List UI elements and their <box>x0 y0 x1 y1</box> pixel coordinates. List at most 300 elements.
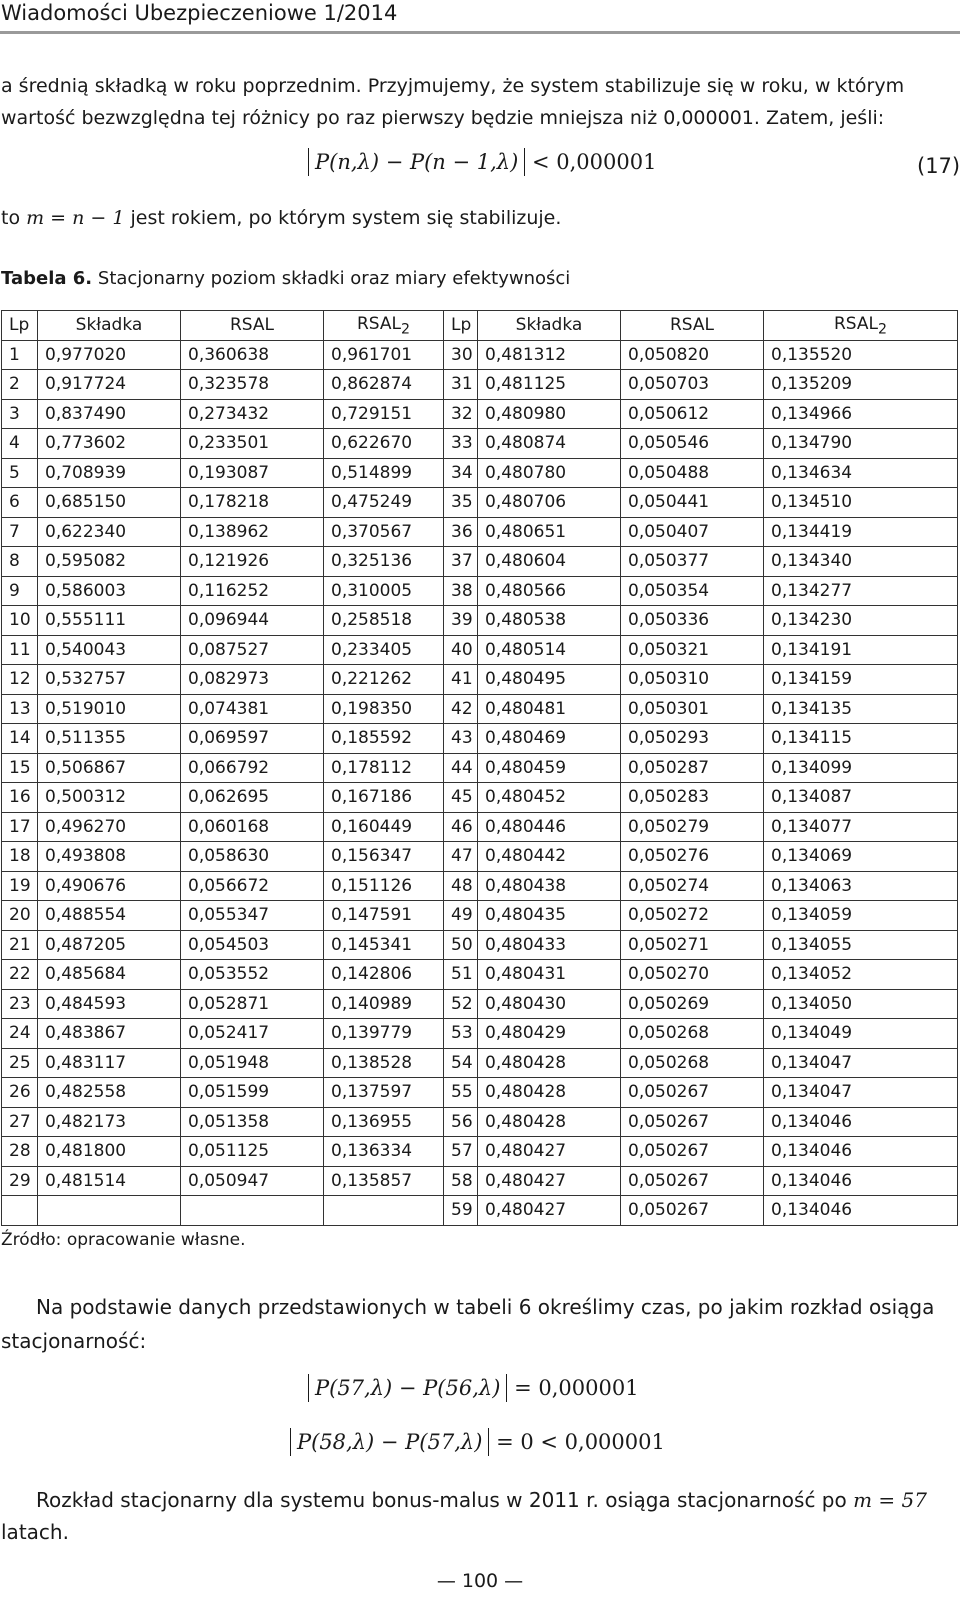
table-cell: 0,050310 <box>621 665 764 695</box>
table-cell: 0,051948 <box>181 1048 324 1078</box>
table-cell: 0,134087 <box>764 783 958 813</box>
table-cell: 0,050267 <box>621 1107 764 1137</box>
table-cell: 0,050301 <box>621 694 764 724</box>
table-cell: 0,480427 <box>478 1137 621 1167</box>
table-cell: 0,193087 <box>181 458 324 488</box>
table-cell: 0,050283 <box>621 783 764 813</box>
table-cell: 0,050407 <box>621 517 764 547</box>
formula-tail: < 0,000001 <box>532 150 657 174</box>
table-cell: 18 <box>2 842 38 872</box>
table-cell: 0,134634 <box>764 458 958 488</box>
table-cell: 0,480604 <box>478 547 621 577</box>
table-cell: 0,134069 <box>764 842 958 872</box>
header-skladka: Składka <box>38 311 181 341</box>
table-cell: 0,050287 <box>621 753 764 783</box>
table-cell: 0,134115 <box>764 724 958 754</box>
table-cell: 47 <box>444 842 478 872</box>
table-cell: 0,595082 <box>38 547 181 577</box>
table-cell: 0,055347 <box>181 901 324 931</box>
table-cell <box>2 1196 38 1226</box>
table-row <box>2 724 958 754</box>
table-cell: 0,729151 <box>324 399 444 429</box>
table-cell: 0,151126 <box>324 871 444 901</box>
table-cell: 32 <box>444 399 478 429</box>
table-cell: 0,480442 <box>478 842 621 872</box>
table-cell: 0,050703 <box>621 370 764 400</box>
table-cell: 0,482558 <box>38 1078 181 1108</box>
table-row <box>2 370 958 400</box>
page-number: — 100 — <box>436 1570 524 1592</box>
table-cell: 0,050274 <box>621 871 764 901</box>
conclusion-pre: to <box>1 207 21 229</box>
table-cell: 0,136955 <box>324 1107 444 1137</box>
eq1-tail: = 0,000001 <box>514 1376 639 1400</box>
table-cell: 0,480780 <box>478 458 621 488</box>
table-cell: 0,480427 <box>478 1166 621 1196</box>
table-cell: 23 <box>2 989 38 1019</box>
table-cell: 24 <box>2 1019 38 1049</box>
table-cell: 0,156347 <box>324 842 444 872</box>
table-row <box>2 1019 958 1049</box>
table-cell: 0,273432 <box>181 399 324 429</box>
table-cell: 0,136334 <box>324 1137 444 1167</box>
table-row <box>2 694 958 724</box>
table-cell: 0,050546 <box>621 429 764 459</box>
table-cell: 0,496270 <box>38 812 181 842</box>
table-cell: 0,096944 <box>181 606 324 636</box>
table-cell: 0,134135 <box>764 694 958 724</box>
table-cell: 0,050441 <box>621 488 764 518</box>
final-pre: Rozkład stacjonarny dla systemu bonus-malus w 2011 r. osiąga stacjonarność po <box>36 1488 847 1512</box>
table-cell: 7 <box>2 517 38 547</box>
table-cell: 37 <box>444 547 478 577</box>
table-cell: 0,050267 <box>621 1137 764 1167</box>
table-cell: 0,233405 <box>324 635 444 665</box>
equation-number: (17) <box>917 154 960 178</box>
table-cell: 0,685150 <box>38 488 181 518</box>
table-cell: 11 <box>2 635 38 665</box>
table-cell: 0,134277 <box>764 576 958 606</box>
table-cell: 0,050271 <box>621 930 764 960</box>
table-cell: 0,050612 <box>621 399 764 429</box>
table-cell: 30 <box>444 340 478 370</box>
table-cell: 0,480427 <box>478 1196 621 1226</box>
table-cell: 0,050267 <box>621 1078 764 1108</box>
table-cell: 0,773602 <box>38 429 181 459</box>
table-cell: 0,050268 <box>621 1048 764 1078</box>
table-cell: 0,837490 <box>38 399 181 429</box>
table-cell: 0,134790 <box>764 429 958 459</box>
data-table <box>1 310 958 1226</box>
header-skladka-2: Składka <box>478 311 621 341</box>
table-cell <box>38 1196 181 1226</box>
conclusion-post: jest rokiem, po którym system się stabilizuje. <box>130 207 562 229</box>
table-cell: 4 <box>2 429 38 459</box>
table-cell: 0,198350 <box>324 694 444 724</box>
header-rsal2-2 <box>764 311 958 341</box>
table-cell: 0,050947 <box>181 1166 324 1196</box>
table-row <box>2 753 958 783</box>
table-cell: 0,481312 <box>478 340 621 370</box>
table-row <box>2 665 958 695</box>
table-cell: 0,134063 <box>764 871 958 901</box>
table-row <box>2 340 958 370</box>
table-cell: 0,233501 <box>181 429 324 459</box>
table-cell: 0,325136 <box>324 547 444 577</box>
table-row <box>2 1166 958 1196</box>
table-cell: 0,050488 <box>621 458 764 488</box>
table-cell: 0,360638 <box>181 340 324 370</box>
header-rsal2-2-text: RSAL <box>833 313 878 334</box>
table-cell: 0,167186 <box>324 783 444 813</box>
table-cell <box>324 1196 444 1226</box>
table-cell: 0,482173 <box>38 1107 181 1137</box>
table-cell: 0,480495 <box>478 665 621 695</box>
table-cell: 0,480428 <box>478 1107 621 1137</box>
table-cell: 0,050270 <box>621 960 764 990</box>
table-cell: 0,050279 <box>621 812 764 842</box>
table-cell: 0,134230 <box>764 606 958 636</box>
table-cell: 0,138528 <box>324 1048 444 1078</box>
table-cell: 0,475249 <box>324 488 444 518</box>
header-rsal2-2-sub: 2 <box>878 320 888 337</box>
table-cell: 0,480428 <box>478 1048 621 1078</box>
table-cell: 53 <box>444 1019 478 1049</box>
table-cell: 0,480706 <box>478 488 621 518</box>
table-cell: 0,050820 <box>621 340 764 370</box>
table-cell: 0,050268 <box>621 1019 764 1049</box>
table-cell: 0,493808 <box>38 842 181 872</box>
eq1-body: P(57,λ) − P(56,λ) <box>315 1376 501 1400</box>
table-row <box>2 901 958 931</box>
table-cell: 31 <box>444 370 478 400</box>
table-cell: 42 <box>444 694 478 724</box>
table-cell: 13 <box>2 694 38 724</box>
table-cell: 0,060168 <box>181 812 324 842</box>
table-row <box>2 606 958 636</box>
table-cell: 0,480514 <box>478 635 621 665</box>
table-cell: 0,555111 <box>38 606 181 636</box>
table-cell: 0,139779 <box>324 1019 444 1049</box>
final-conclusion <box>1 1484 956 1548</box>
journal-title: Wiadomości Ubezpieczeniowe 1/2014 <box>1 1 398 25</box>
table-cell: 0,121926 <box>181 547 324 577</box>
table-source: Źródło: opracowanie własne. <box>1 1230 246 1250</box>
inequality-formula <box>308 150 656 174</box>
table-cell: 0,483867 <box>38 1019 181 1049</box>
table-caption <box>1 268 570 289</box>
table-cell: 57 <box>444 1137 478 1167</box>
table-cell <box>181 1196 324 1226</box>
table-cell: 26 <box>2 1078 38 1108</box>
header-rsal-2: RSAL <box>621 311 764 341</box>
table-cell: 0,134050 <box>764 989 958 1019</box>
table-row <box>2 783 958 813</box>
table-cell: 0,586003 <box>38 576 181 606</box>
table-cell: 49 <box>444 901 478 931</box>
table-cell: 0,051125 <box>181 1137 324 1167</box>
conclusion-var: m = n − 1 <box>26 207 125 229</box>
table-cell: 58 <box>444 1166 478 1196</box>
abs-expression <box>308 148 525 176</box>
table-cell: 0,134077 <box>764 812 958 842</box>
table-cell: 0,480651 <box>478 517 621 547</box>
table-cell: 38 <box>444 576 478 606</box>
table-cell: 0,178218 <box>181 488 324 518</box>
table-row <box>2 1196 958 1226</box>
table-cell: 41 <box>444 665 478 695</box>
table-cell: 33 <box>444 429 478 459</box>
table-cell: 0,622340 <box>38 517 181 547</box>
table-cell: 46 <box>444 812 478 842</box>
table-cell: 14 <box>2 724 38 754</box>
table-cell: 52 <box>444 989 478 1019</box>
table-cell: 9 <box>2 576 38 606</box>
table-cell: 0,540043 <box>38 635 181 665</box>
table-cell: 0,050354 <box>621 576 764 606</box>
table-cell: 0,480438 <box>478 871 621 901</box>
table-cell: 0,138962 <box>181 517 324 547</box>
table-cell: 39 <box>444 606 478 636</box>
table-cell: 0,052871 <box>181 989 324 1019</box>
table-cell: 0,178112 <box>324 753 444 783</box>
header-rsal2 <box>324 311 444 341</box>
table-cell: 0,134159 <box>764 665 958 695</box>
table-cell: 44 <box>444 753 478 783</box>
table-cell: 0,514899 <box>324 458 444 488</box>
table-cell: 29 <box>2 1166 38 1196</box>
table-cell: 0,134966 <box>764 399 958 429</box>
table-cell: 36 <box>444 517 478 547</box>
table-cell: 0,062695 <box>181 783 324 813</box>
eq1-abs <box>308 1374 507 1402</box>
table-cell: 0,480430 <box>478 989 621 1019</box>
table-cell: 0,480446 <box>478 812 621 842</box>
table-cell: 0,134419 <box>764 517 958 547</box>
table-cell: 0,481125 <box>478 370 621 400</box>
table-cell: 0,480428 <box>478 1078 621 1108</box>
table-cell: 0,480459 <box>478 753 621 783</box>
table-cell: 0,185592 <box>324 724 444 754</box>
header-rsal2-text: RSAL <box>356 313 401 334</box>
table-row <box>2 1078 958 1108</box>
table-cell: 0,053552 <box>181 960 324 990</box>
table-cell: 0,056672 <box>181 871 324 901</box>
table-row <box>2 960 958 990</box>
table-cell: 34 <box>444 458 478 488</box>
table-cell: 0,480538 <box>478 606 621 636</box>
header-rsal: RSAL <box>181 311 324 341</box>
table-cell: 0,310005 <box>324 576 444 606</box>
table-cell: 0,487205 <box>38 930 181 960</box>
table-cell: 0,708939 <box>38 458 181 488</box>
table-cell: 43 <box>444 724 478 754</box>
table-cell: 0,258518 <box>324 606 444 636</box>
table-cell: 15 <box>2 753 38 783</box>
table-cell: 0,134046 <box>764 1196 958 1226</box>
table-row <box>2 399 958 429</box>
table-cell: 0,050276 <box>621 842 764 872</box>
table-row <box>2 458 958 488</box>
table-cell: 0,480429 <box>478 1019 621 1049</box>
table-row <box>2 871 958 901</box>
table-cell: 59 <box>444 1196 478 1226</box>
table-row <box>2 1107 958 1137</box>
table-row <box>2 842 958 872</box>
table-cell: 0,480452 <box>478 783 621 813</box>
table-cell: 0,074381 <box>181 694 324 724</box>
table-cell: 21 <box>2 930 38 960</box>
table-cell: 0,480433 <box>478 930 621 960</box>
table-cell: 54 <box>444 1048 478 1078</box>
table-cell: 0,050336 <box>621 606 764 636</box>
table-cell: 0,480431 <box>478 960 621 990</box>
table-cell: 55 <box>444 1078 478 1108</box>
table-cell: 0,082973 <box>181 665 324 695</box>
analysis-paragraph: Na podstawie danych przedstawionych w tabeli 6 określimy czas, po jakim rozkład osiąga stacjonarność: <box>1 1295 935 1353</box>
table-cell: 0,058630 <box>181 842 324 872</box>
table-cell: 0,490676 <box>38 871 181 901</box>
header-lp: Lp <box>2 311 38 341</box>
table-cell: 0,488554 <box>38 901 181 931</box>
table-cell: 0,116252 <box>181 576 324 606</box>
table-row <box>2 547 958 577</box>
table-cell: 0,145341 <box>324 930 444 960</box>
table-cell: 0,160449 <box>324 812 444 842</box>
table-row <box>2 930 958 960</box>
table-cell: 0,087527 <box>181 635 324 665</box>
table-row <box>2 429 958 459</box>
table-cell: 0,622670 <box>324 429 444 459</box>
table-cell: 0,977020 <box>38 340 181 370</box>
table-cell: 48 <box>444 871 478 901</box>
table-cell: 0,481514 <box>38 1166 181 1196</box>
table-cell: 0,134059 <box>764 901 958 931</box>
table-cell: 0,480469 <box>478 724 621 754</box>
table-row <box>2 1137 958 1167</box>
table-cell: 5 <box>2 458 38 488</box>
table-cell: 0,052417 <box>181 1019 324 1049</box>
table-cell: 0,135857 <box>324 1166 444 1196</box>
table-cell: 0,069597 <box>181 724 324 754</box>
table-cell: 0,142806 <box>324 960 444 990</box>
table-cell: 0,134046 <box>764 1166 958 1196</box>
table-cell: 0,862874 <box>324 370 444 400</box>
table-cell: 0,484593 <box>38 989 181 1019</box>
table-cell: 0,506867 <box>38 753 181 783</box>
table-cell: 0,961701 <box>324 340 444 370</box>
table-cell: 0,050293 <box>621 724 764 754</box>
table-cell: 0,135209 <box>764 370 958 400</box>
table-row <box>2 635 958 665</box>
table-cell: 2 <box>2 370 38 400</box>
table-cell: 51 <box>444 960 478 990</box>
table-cell: 0,134047 <box>764 1078 958 1108</box>
table-cell: 0,134510 <box>764 488 958 518</box>
table-cell: 19 <box>2 871 38 901</box>
table-cell: 50 <box>444 930 478 960</box>
table-cell: 0,519010 <box>38 694 181 724</box>
table-cell: 0,050377 <box>621 547 764 577</box>
table-cell: 8 <box>2 547 38 577</box>
table-cell: 0,917724 <box>38 370 181 400</box>
table-cell: 16 <box>2 783 38 813</box>
table-cell: 12 <box>2 665 38 695</box>
table-cell: 0,483117 <box>38 1048 181 1078</box>
table-cell: 35 <box>444 488 478 518</box>
table-cell: 0,134049 <box>764 1019 958 1049</box>
table-cell: 0,134047 <box>764 1048 958 1078</box>
header-rsal2-sub: 2 <box>401 320 411 337</box>
running-header <box>0 0 960 34</box>
table-cell: 0,134340 <box>764 547 958 577</box>
table-cell: 22 <box>2 960 38 990</box>
table-cell: 17 <box>2 812 38 842</box>
table-cell: 0,480980 <box>478 399 621 429</box>
eq2-tail: = 0 < 0,000001 <box>496 1430 665 1454</box>
table-cell: 0,134099 <box>764 753 958 783</box>
table-cell: 0,051599 <box>181 1078 324 1108</box>
table-row <box>2 576 958 606</box>
table-cell: 0,500312 <box>38 783 181 813</box>
table-cell: 0,050321 <box>621 635 764 665</box>
table-cell: 20 <box>2 901 38 931</box>
table-row <box>2 812 958 842</box>
table-cell: 0,137597 <box>324 1078 444 1108</box>
table-cell: 40 <box>444 635 478 665</box>
table-cell: 0,134052 <box>764 960 958 990</box>
table-header-row <box>2 311 958 341</box>
header-lp-2: Lp <box>444 311 478 341</box>
table-cell: 0,481800 <box>38 1137 181 1167</box>
final-post: latach. <box>1 1520 69 1544</box>
table-cell: 1 <box>2 340 38 370</box>
table-cell: 25 <box>2 1048 38 1078</box>
formula-body: P(n,λ) − P(n − 1,λ) <box>315 150 519 174</box>
conclusion-line <box>1 202 561 234</box>
table-cell: 0,066792 <box>181 753 324 783</box>
table-label: Tabela 6. <box>1 268 93 289</box>
table-cell: 0,134046 <box>764 1137 958 1167</box>
table-cell: 0,050269 <box>621 989 764 1019</box>
table-cell: 0,140989 <box>324 989 444 1019</box>
table-cell: 0,480435 <box>478 901 621 931</box>
table-cell: 0,050267 <box>621 1196 764 1226</box>
table-cell: 0,050267 <box>621 1166 764 1196</box>
equation-1 <box>308 1376 639 1400</box>
table-cell: 0,511355 <box>38 724 181 754</box>
table-cell: 10 <box>2 606 38 636</box>
table-cell: 3 <box>2 399 38 429</box>
table-title: Stacjonarny poziom składki oraz miary efektywności <box>97 268 571 289</box>
final-var: m = 57 <box>853 1488 927 1512</box>
table-cell: 0,221262 <box>324 665 444 695</box>
table-cell: 6 <box>2 488 38 518</box>
table-cell: 0,370567 <box>324 517 444 547</box>
table-cell: 56 <box>444 1107 478 1137</box>
table-cell: 27 <box>2 1107 38 1137</box>
table-row <box>2 517 958 547</box>
table-cell: 28 <box>2 1137 38 1167</box>
table-cell: 0,532757 <box>38 665 181 695</box>
eq2-abs <box>290 1428 489 1456</box>
table-cell: 0,485684 <box>38 960 181 990</box>
table-row <box>2 1048 958 1078</box>
table-cell: 0,147591 <box>324 901 444 931</box>
equation-2 <box>290 1430 665 1454</box>
table-row <box>2 488 958 518</box>
table-cell: 45 <box>444 783 478 813</box>
